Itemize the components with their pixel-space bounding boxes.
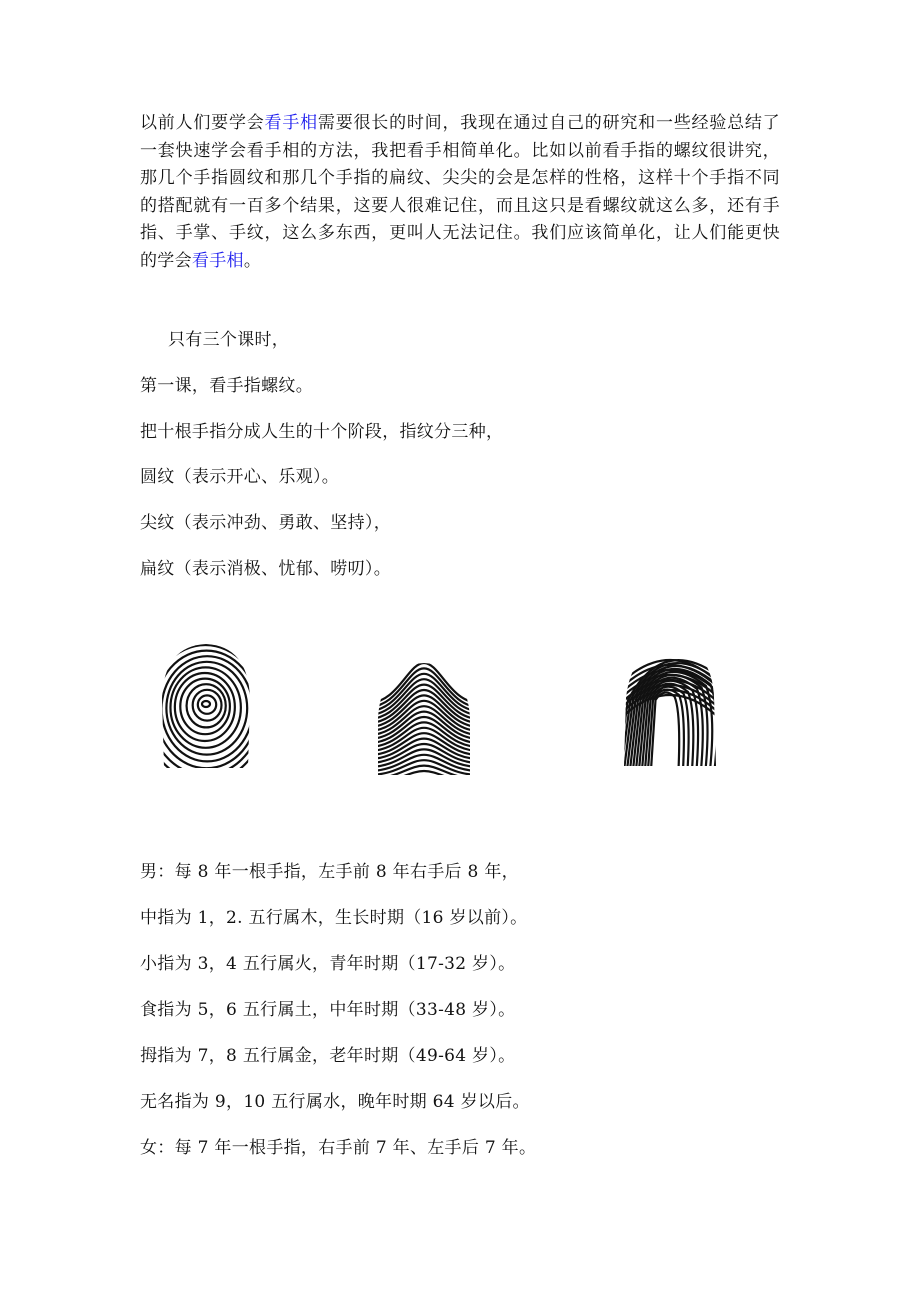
intro-text-2: 需要很长的时间，我现在通过自己的研究和一些经验总结了一套快速学会看手相的方法，我把看手相简单化。比如以前看手指的螺纹很讲究，那几个手指圆纹和那几个手指的扁纹、尖尖的会是怎样的性格，这样十个手指不同的搭配就有一百多个结果，这要人很难记住，而且这只是看螺纹就这么多，还有手指、手掌、手纹，这么多东西，更叫人无法记住。我们应该简单化，让人们能更快的学会 [140,113,780,271]
ring-finger-line: 无名指为 9，10 五行属水，晚年时期 64 岁以后。 [140,1092,530,1112]
round-pattern-line: 圆纹（表示开心、乐观）。 [140,467,340,487]
palm-reading-link-2[interactable]: 看手相 [191,250,244,271]
male-rule-line: 男：每 8 年一根手指，左手前 8 年右手后 8 年， [140,862,519,882]
whorl-fingerprint-image [150,638,262,778]
loop-fingerprint-image [614,640,726,770]
intro-text-1: 以前人们要学会 [140,113,265,133]
little-finger-line: 小指为 3，4 五行属火，青年时期（17-32 岁）。 [140,954,516,974]
index-finger-line: 食指为 5，6 五行属土，中年时期（33-48 岁）。 [140,1000,516,1020]
middle-finger-line: 中指为 1，2. 五行属木，生长时期（16 岁以前）。 [140,908,528,928]
courses-line: 只有三个课时， [168,330,290,350]
arch-fingerprint-image [368,655,480,780]
intro-paragraph [140,110,780,275]
ten-fingers-line: 把十根手指分成人生的十个阶段，指纹分三种， [140,422,504,442]
intro-text-3: 。 [243,250,262,271]
lesson-one-heading: 第一课，看手指螺纹。 [140,376,313,396]
pointed-pattern-line: 尖纹（表示冲劲、勇敢、坚持）， [140,513,391,533]
thumb-line: 拇指为 7，8 五行属金，老年时期（49-64 岁）。 [140,1046,516,1066]
palm-reading-link-1[interactable]: 看手相 [264,113,318,133]
female-rule-line: 女：每 7 年一根手指，右手前 7 年、左手后 7 年。 [140,1138,537,1158]
flat-pattern-line: 扁纹（表示消极、忧郁、唠叨）。 [140,559,391,579]
